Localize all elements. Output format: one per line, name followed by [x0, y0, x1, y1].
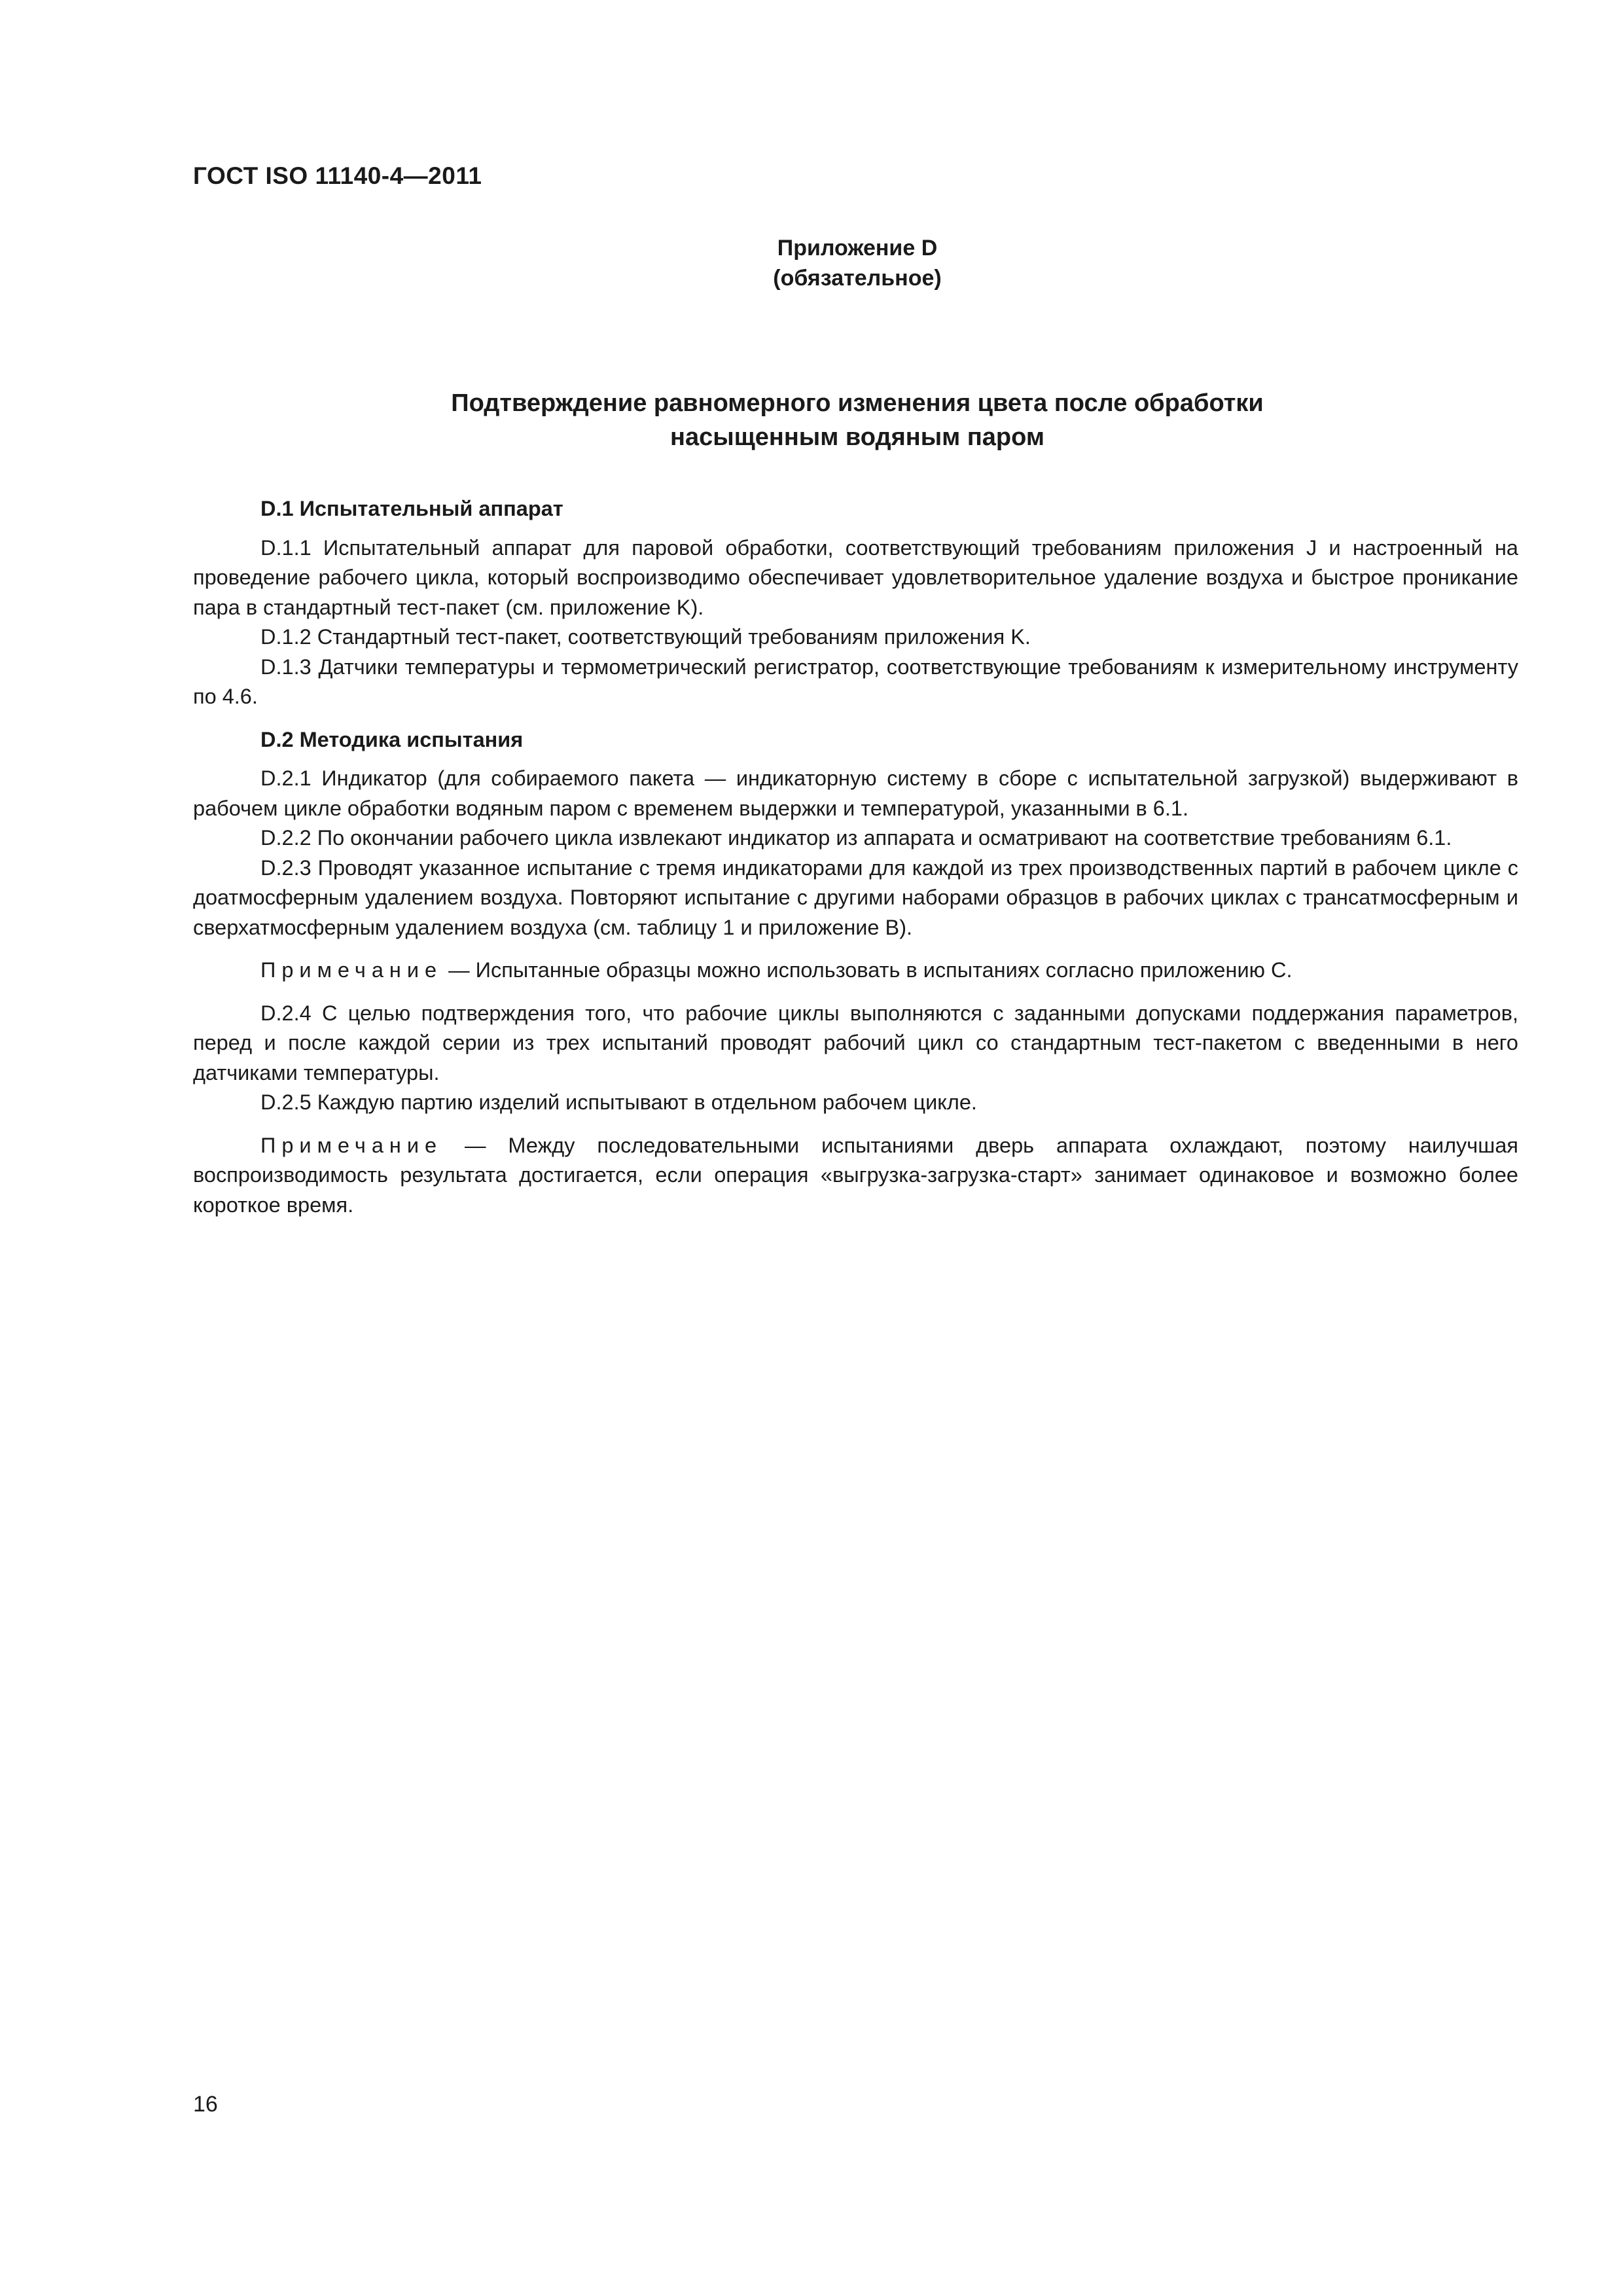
paragraph-d2-1: D.2.1 Индикатор (для собираемого пакета — индикаторную систему в сборе с испытательной загрузкой) выдерживают в рабочем цикле обработки водяным паром с временем выдержки и температурой, указанными в 6.1.	[193, 766, 1518, 820]
annex-title-line-1: Подтверждение равномерного изменения цвета после обработки	[451, 389, 1264, 417]
paragraph-d1-2: D.1.2 Стандартный тест-пакет, соответствующий требованиям приложения K.	[260, 625, 1031, 649]
document-body	[193, 494, 1518, 1220]
annex-label: Приложение D	[777, 236, 938, 260]
page-number: 16	[193, 2092, 218, 2117]
paragraph-d1-3: D.1.3 Датчики температуры и термометрический регистратор, соответствующие требованиям к измерительному инструменту по 4.6.	[193, 655, 1518, 708]
annex-title	[314, 386, 1400, 454]
note-2-label: Примечание	[260, 1133, 443, 1157]
note-1-label: Примечание	[260, 958, 443, 982]
section-heading-d1: D.1 Испытательный аппарат	[260, 497, 563, 520]
annex-status: (обязательное)	[773, 266, 942, 291]
note-2	[193, 1131, 1518, 1221]
note-2-text: — Между последовательными испытаниями дверь аппарата охлаждают, поэтому наилучшая воспроизводимость результата достигается, если операция «выгрузка-загрузка-старт» занимает одинаковое и возможно более короткое время.	[193, 1133, 1518, 1217]
document-code: ГОСТ ISO 11140-4—2011	[193, 162, 482, 189]
paragraph-d2-5: D.2.5 Каждую партию изделий испытывают в отдельном рабочем цикле.	[260, 1090, 977, 1114]
paragraph-d2-2: D.2.2 По окончании рабочего цикла извлекают индикатор из аппарата и осматривают на соответствие требованиям 6.1.	[260, 826, 1452, 850]
paragraph-d1-1: D.1.1 Испытательный аппарат для паровой обработки, соответствующий требованиям приложения J и настроенный на проведение рабочего цикла, который воспроизводимо обеспечивает удовлетворительное удаление воздуха и быстрое проникание пара в стандартный тест-пакет (см. приложение K).	[193, 535, 1518, 619]
note-1-text: — Испытанные образцы можно использовать в испытаниях согласно приложению C.	[442, 958, 1293, 982]
annex-heading	[654, 233, 1060, 293]
note-1	[193, 956, 1518, 986]
annex-title-line-2: насыщенным водяным паром	[670, 423, 1044, 451]
paragraph-d2-3: D.2.3 Проводят указанное испытание с тремя индикаторами для каждой из трех производственных партий в рабочем цикле с доатмосферным удалением воздуха. Повторяют испытание с другими наборами образцов в рабочих циклах с трансатмосферным и сверхатмосферным удалением воздуха (см. таблицу 1 и приложение B).	[193, 855, 1518, 939]
section-heading-d2: D.2 Методика испытания	[260, 727, 524, 751]
paragraph-d2-4: D.2.4 С целью подтверждения того, что рабочие циклы выполняются с заданными допусками поддержания параметров, перед и после каждой серии из трех испытаний проводят рабочий цикл со стандартным тест-пакетом с введенными в него датчиками температуры.	[193, 1001, 1518, 1085]
